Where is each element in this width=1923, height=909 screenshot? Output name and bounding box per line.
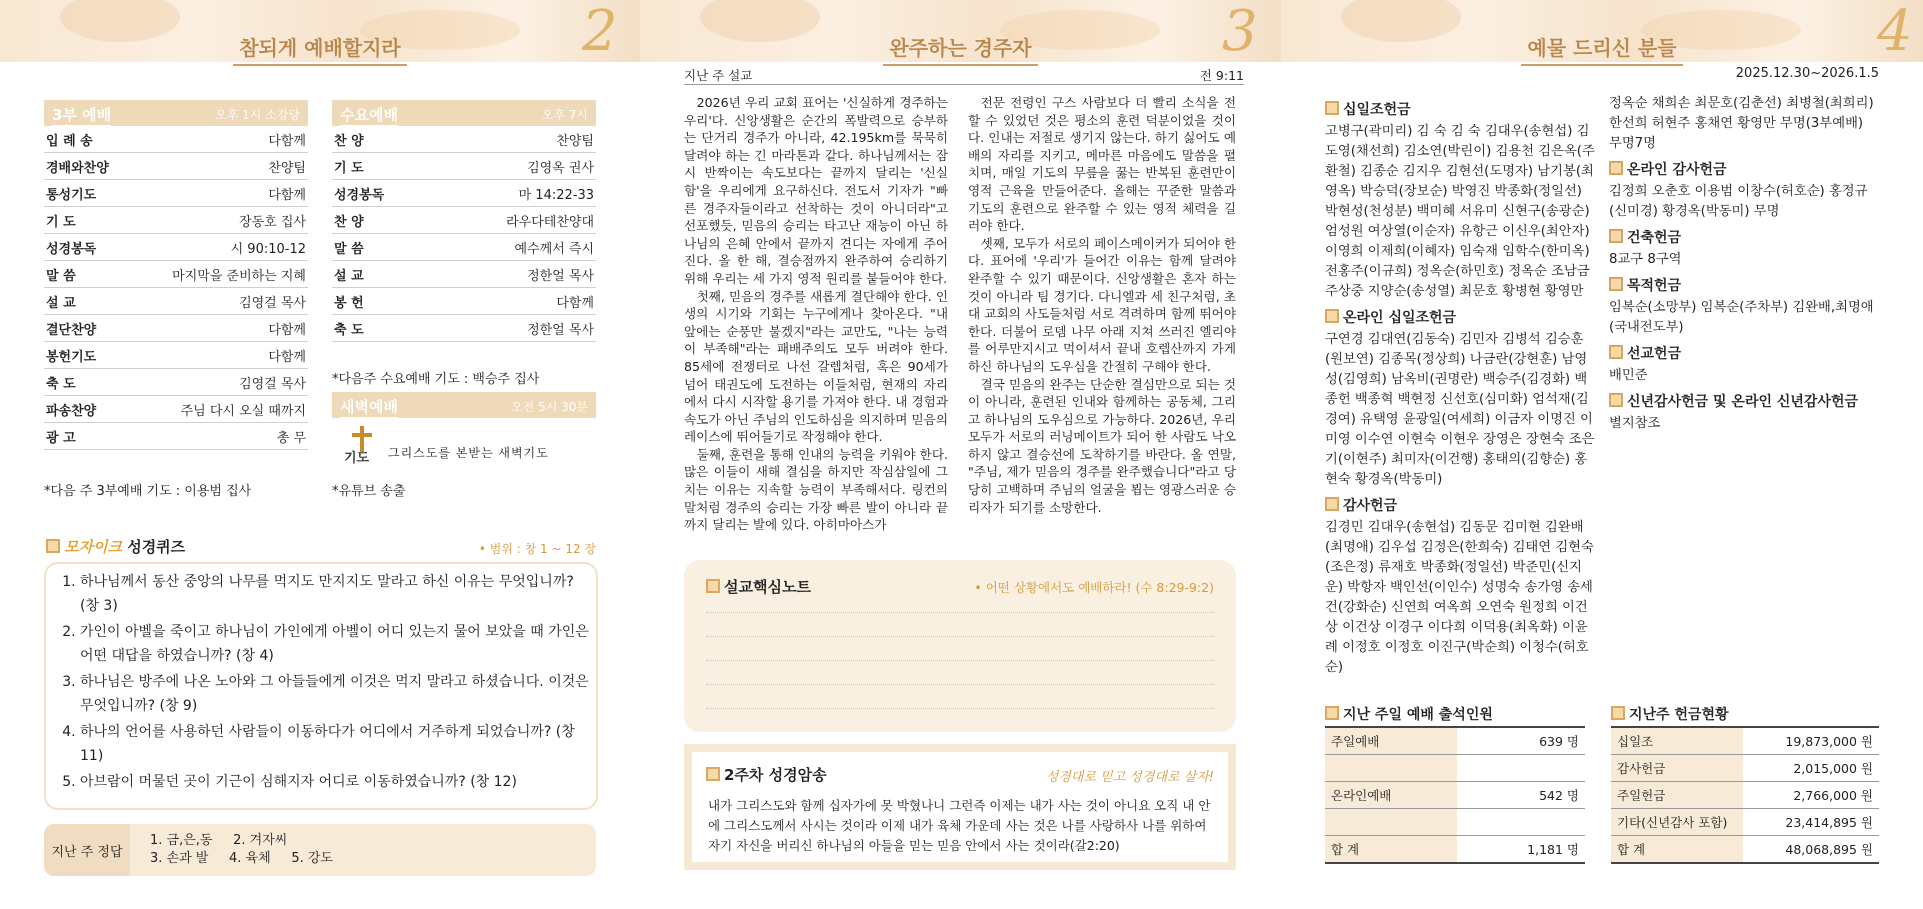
offering-category-heading [1609, 392, 1879, 412]
sermon-paragraph: 결국 믿음의 완주는 단순한 결심만으로 되는 것이 아니라, 훈련된 인내와 함께하는 공동체, 그리고 하나님의 도우심으로 가능하다. 2026년, 우리 모두가 서로의 러닝메이트가 되어 한 사람도 낙오하지 않고 결승선에 도착하기를 바란다. 올 연말, "주님, 제가 믿음의 경주를 완주했습니다"라고 당당히 고백하며 주님의 얼굴을 뵙는 영광스러운 승리자가 되기를 소망한다. [968, 376, 1236, 515]
dawn-section [332, 392, 596, 474]
attendance-value [1457, 809, 1585, 836]
wednesday-row-label: 설 교 [334, 268, 364, 284]
attendance-value: 639 명 [1457, 728, 1585, 755]
square-bullet-icon [1609, 277, 1623, 291]
service3-row [44, 288, 308, 315]
service3-note: *다음 주 3부예배 기도 : 이용범 집사 [44, 484, 252, 499]
service3-row [44, 126, 308, 153]
note-line [706, 612, 1214, 613]
notes-heading [706, 576, 811, 597]
wednesday-row-label: 찬 양 [334, 133, 364, 149]
offering-category-title: 온라인 감사헌금 [1627, 162, 1727, 178]
offering-category-heading [1609, 276, 1879, 296]
square-bullet-icon [706, 767, 720, 781]
offering-summary-label: 감사헌금 [1611, 755, 1743, 782]
square-bullet-icon [706, 579, 720, 593]
quiz-question: 1. 하나님께서 동산 중앙의 나무를 먹지도 만지지도 말라고 하신 이유는 무엇입니까? (창 3) [80, 570, 596, 618]
service3-row-value: 김영걸 목사 [239, 295, 306, 311]
attendance-row [1325, 809, 1585, 836]
attendance-label [1325, 809, 1457, 836]
wednesday-row [332, 207, 596, 234]
service3-row [44, 396, 308, 423]
offering-category-title: 선교헌금 [1627, 346, 1682, 362]
wednesday-row-value: 김영옥 권사 [527, 160, 594, 176]
offering-donor-names: 구연경 김대연(김동숙) 김민자 김병석 김승훈(원보연) 김종목(정상희) 나금란(강현훈) 남영성(김영희) 남옥비(권명란) 백승주(김경화) 백종헌 백종혁 백현정 신선호(심미화) 엄석재(김경여) 유택영 윤광일(여세희) 이금자 이명진 이미영 이수연 이현숙 이현우 장영은 장현숙 조은기(이현주) 최미자(이건행) 홍태의(김향순) 홍현숙 황경옥(박동미) [1325, 332, 1595, 487]
banner-title-wrap [640, 32, 1281, 66]
offering-summary-row [1611, 728, 1879, 755]
sermon-label: 지난 주 설교 [684, 68, 753, 83]
service3-row-label: 설 교 [46, 295, 76, 311]
square-bullet-icon [1609, 229, 1623, 243]
wednesday-row-label: 봉 헌 [334, 295, 364, 311]
service3-row-label: 파송찬양 [46, 403, 97, 419]
offering-summary-row [1611, 755, 1879, 782]
banner-title-wrap [0, 32, 640, 66]
attendance-rows [1325, 728, 1585, 863]
offering-category-heading [1609, 160, 1879, 180]
wednesday-rows [332, 126, 596, 342]
service3-row-label: 봉헌기도 [46, 349, 97, 365]
offering-donor-names: 김경민 김대우(송현섭) 김동문 김미현 김완배(최명애) 김우섭 김정은(한희숙) 김태연 김현숙(조은정) 류재호 박종화(정일선) 박준민(신지운) 박항자 백인선(이인수) 성명숙 송가영 송세건(강화순) 신연희 여옥희 오연숙 원정희 이건상 이건상 이경구 이다희 이덕용(최옥화) 이윤례 이정호 이정호 이진구(박순희) 이청수(허호순) [1325, 520, 1594, 675]
service3-row [44, 369, 308, 396]
offering-summary-table [1611, 704, 1879, 864]
service3-row [44, 153, 308, 180]
quiz-heading [46, 536, 185, 557]
sermon-column-1 [684, 94, 948, 534]
memory-heading [706, 764, 827, 785]
offering-donor-names: 임복순(소망부) 임복순(주차부) 김완배,최명애(국내전도부) [1609, 300, 1874, 335]
offering-donor-names: 고병구(곽미리) 김 숙 김 숙 김대우(송현섭) 김도영(채선희) 김소연(박린이) 김용천 김은옥(주환철) 김종순 김지우 김현선(도명자) 남기봉(최영옥) 박승덕(장보순) 박영진 박종화(정일선) 박현성(천성분) 백미혜 서유미 신현구(송광순) 엄성원 여상열(이순자) 유항근 이신우(최안자) 이영희 이제희(이혜자) 임숙재 임학수(한미옥) 전홍주(이규희) 정옥순(하민호) 정옥순 조남금 주상중 지양순(송성열) 최문호 황병현 황영만 [1325, 124, 1595, 299]
service3-row [44, 234, 308, 261]
offering-category-heading [1609, 344, 1879, 364]
service3-row-label: 경배와찬양 [46, 160, 109, 176]
quiz-question: 5. 아브람이 머물던 곳이 기근이 심해지자 어디로 이동하였습니까? (창 12) [80, 770, 596, 794]
date-range: 2025.12.30~2026.1.5 [1735, 66, 1879, 81]
offering-summary-value: 19,873,000 원 [1743, 728, 1879, 755]
offering-summary-label: 합 계 [1611, 836, 1743, 864]
attendance-row [1325, 728, 1585, 755]
service3-row-label: 결단찬양 [46, 322, 97, 338]
wednesday-row [332, 126, 596, 153]
offering-category-title: 온라인 십일조헌금 [1343, 310, 1457, 326]
offering-summary-value: 48,068,895 원 [1743, 836, 1879, 864]
offering-donor-names: 8교구 8구역 [1609, 252, 1682, 267]
wednesday-row [332, 234, 596, 261]
note-line [706, 708, 1214, 709]
memory-title: 2주차 성경암송 [724, 766, 827, 784]
service3-row-value: 시 90:10-12 [230, 241, 306, 257]
dawn-logo-text: 그리스도를 본받는 새벽기도 [388, 446, 549, 460]
sermon-header [684, 66, 1244, 84]
offering-category-heading [1325, 308, 1595, 328]
attendance-row [1325, 836, 1585, 864]
sermon-column-2 [968, 94, 1236, 516]
square-bullet-icon [1609, 393, 1623, 407]
service3-row [44, 315, 308, 342]
attendance-heading [1325, 704, 1585, 728]
attendance-label: 주일예배 [1325, 728, 1457, 755]
service3-row-label: 광 고 [46, 430, 76, 446]
banner [0, 0, 640, 62]
quiz-list [46, 570, 596, 794]
wednesday-row-label: 성경봉독 [334, 187, 385, 203]
service3-row [44, 423, 308, 450]
offering-category-title: 십일조헌금 [1343, 102, 1411, 118]
offering-summary-value: 23,414,895 원 [1743, 809, 1879, 836]
service3-meta: 오후 1시 소강당 [215, 108, 300, 122]
offering-donor-names: 정옥순 채희손 최문호(김춘선) 최병철(최희리) 한선희 허현주 홍채연 황영만 무명(3부예배) 무명7명 [1609, 96, 1874, 151]
service3-row-value: 총 무 [276, 430, 306, 446]
service3-row-label: 입 례 송 [46, 133, 93, 149]
service3-header [44, 100, 308, 126]
offering-summary-row [1611, 809, 1879, 836]
worship-panel [0, 0, 640, 909]
offering-summary-row [1611, 836, 1879, 864]
attendance-table [1325, 704, 1585, 864]
service3-row-value: 장동호 집사 [239, 214, 306, 230]
offering-panel [1281, 0, 1923, 909]
banner-title: 예물 드리신 분들 [1521, 32, 1682, 66]
wednesday-row [332, 180, 596, 207]
wednesday-row [332, 315, 596, 342]
offering-category-heading [1325, 100, 1595, 120]
wednesday-row [332, 261, 596, 288]
sermon-paragraph: 2026년 우리 교회 표어는 '신실하게 경주하는 우리'다. 신앙생활은 순간의 폭발력으로 승부하는 단거리 경주가 아니라, 42.195km를 묵묵히 달려야 하는 긴 마라톤과 같다. 하나님께서는 잠시 반짝이는 속도보다는 끝까지 달리는 '신실함'을 우리에게 요구하신다. 전도서 기자가 "빠른 경주자들이라고 선착하는 것이 아니더라"고 선포했듯, 믿음의 승리는 타고난 재능이 아닌 하나님의 은혜 안에서 끝까지 견디는 자에게 주어진다. 올 한 해, 결승점까지 완주하여 승리하기 위해 우리는 세 가지 영적 원리를 붙들어야 한다. [684, 95, 948, 286]
note-line [706, 660, 1214, 661]
sermon-panel [640, 0, 1281, 909]
dawn-logo [332, 418, 596, 474]
notes-tagline: • 어떤 상황에서도 예배하라! (수 8:29-9:2) [974, 580, 1214, 595]
quiz-question: 2. 가인이 아벨을 죽이고 하나님이 가인에게 아벨이 어디 있는지 물어 보았을 때 가인은 어떤 대답을 하였습니까? (창 4) [80, 620, 596, 668]
dawn-meta: 오전 5시 30분 [511, 400, 588, 414]
dawn-header [332, 392, 596, 418]
service3-row-label: 축 도 [46, 376, 76, 392]
wednesday-meta: 오후 7시 [541, 108, 588, 122]
offering-right-column [1609, 94, 1879, 434]
wednesday-row-value: 마 14:22-33 [518, 187, 594, 203]
memory-verse-text: 내가 그리스도와 함께 십자가에 못 박혔나니 그런즉 이제는 내가 사는 것이 아니요 오직 내 안에 그리스도께서 사시는 것이라 이제 내가 육체 가운데 사는 것은 나를 사랑하사 나를 위하여 자기 자신을 버리신 하나님의 아들을 믿는 믿음 안에서 사는 것이라(갈2:20) [708, 798, 1211, 853]
service3-row-value: 마지막을 준비하는 지혜 [172, 268, 306, 284]
wednesday-row-value: 다함께 [556, 295, 594, 311]
banner-title: 완주하는 경주자 [883, 32, 1037, 66]
wednesday-row-value: 찬양팀 [556, 133, 594, 149]
offering-category-title: 건축헌금 [1627, 230, 1682, 246]
service3-row-value: 주님 다시 오실 때까지 [180, 403, 306, 419]
offering-summary-title: 지난주 헌금현황 [1629, 707, 1729, 723]
offering-summary-row [1611, 782, 1879, 809]
offering-summary-label: 기타(신년감사 포함) [1611, 809, 1743, 836]
square-bullet-icon [1325, 101, 1339, 115]
square-bullet-icon [1609, 345, 1623, 359]
offering-summary-heading [1611, 704, 1879, 728]
offering-category-heading [1609, 228, 1879, 248]
offering-summary-label: 주일헌금 [1611, 782, 1743, 809]
memory-verse-inner [692, 752, 1228, 862]
sermon-paragraph: 셋째, 모두가 서로의 페이스메이커가 되어야 한다. 표어에 '우리'가 들어간 이유는 함께 달려야 완주할 수 있기 때문이다. 신앙생활은 혼자 하는 것이 아니라 팀 경기다. 다니엘과 세 친구처럼, 초대 교회의 사도들처럼 서로 격려하며 함께 뛰어야 한다. 더불어 로뎀 나무 아래 지쳐 쓰러진 엘리야를 어루만지시고 먹이셔서 끝내 호렙산까지 가게 하신 하나님의 도우심을 간절히 구해야 한다. [968, 235, 1236, 374]
service3-row-label: 말 씀 [46, 268, 76, 284]
offering-donor-names: 별지참조 [1609, 416, 1661, 431]
answer-box [44, 824, 596, 876]
quiz-range: • 범위 : 창 1 ~ 12 장 [478, 542, 596, 556]
service3-row-label: 기 도 [46, 214, 76, 230]
sermon-notes-box [684, 560, 1236, 732]
banner [1281, 0, 1923, 62]
wednesday-header [332, 100, 596, 126]
service3-row-label: 통성기도 [46, 187, 97, 203]
cross-icon [342, 424, 382, 464]
wednesday-title: 수요예배 [340, 106, 398, 124]
dawn-note: *유튜브 송출 [332, 484, 406, 499]
attendance-label: 합 계 [1325, 836, 1457, 864]
service3-row-label: 성경봉독 [46, 241, 97, 257]
offering-category-title: 감사헌금 [1343, 498, 1398, 514]
quiz-box [44, 562, 598, 810]
svg-text:기도: 기도 [344, 451, 370, 464]
page-number: 4 [1877, 0, 1913, 64]
attendance-value [1457, 755, 1585, 782]
answers-line2: 3. 손과 발 4. 육체 5. 강도 [150, 851, 333, 866]
wednesday-note: *다음주 수요예배 기도 : 백승주 집사 [332, 372, 540, 387]
service3-row-value: 다함께 [268, 187, 306, 203]
wednesday-row-label: 말 씀 [334, 241, 364, 257]
attendance-label: 온라인예배 [1325, 782, 1457, 809]
offering-donor-names: 배민준 [1609, 368, 1648, 383]
square-bullet-icon [46, 539, 60, 553]
offering-summary-rows [1611, 728, 1879, 863]
sermon-reference: 전 9:11 [1199, 68, 1244, 83]
sermon-paragraph: 전문 전령인 구스 사람보다 더 빨리 소식을 전할 수 있었던 것은 평소의 훈련 덕분이었을 것이다. 인내는 저절로 생기지 않는다. 하기 싫어도 예배의 자리를 지키고, 메마른 마음에도 말씀을 펼치며, 매일 기도의 무릎을 꿇는 반복된 훈련만이 영적 근육을 만들어준다. 올해는 꾸준한 말씀과 기도의 훈련으로 완주할 수 있는 영적 체력을 길러야 한다. [968, 95, 1236, 234]
notes-title: 설교핵심노트 [724, 578, 811, 596]
square-bullet-icon [1611, 706, 1625, 720]
service3-row [44, 342, 308, 369]
offering-donor-names: 김정희 오춘호 이용범 이창수(허호순) 홍정규(신미경) 황경옥(박동미) 무명 [1609, 184, 1868, 219]
offering-category-title: 목적헌금 [1627, 278, 1682, 294]
wednesday-row-value: 예수께서 즉시 [514, 241, 594, 257]
dawn-title: 새벽예배 [340, 398, 398, 416]
attendance-value: 542 명 [1457, 782, 1585, 809]
answer-label: 지난 주 정답 [44, 824, 130, 876]
quiz-question: 3. 하나님은 방주에 나온 노아와 그 아들들에게 이것은 먹지 말라고 하셨습니다. 이것은 무엇입니까? (창 9) [80, 670, 596, 718]
note-line [706, 636, 1214, 637]
offering-summary-value: 2,766,000 원 [1743, 782, 1879, 809]
service3-table [44, 100, 308, 450]
service3-row [44, 207, 308, 234]
square-bullet-icon [1325, 497, 1339, 511]
attendance-row [1325, 782, 1585, 809]
wednesday-row-label: 찬 양 [334, 214, 364, 230]
wednesday-row-label: 축 도 [334, 322, 364, 338]
attendance-title: 지난 주일 예배 출석인원 [1343, 707, 1493, 723]
wednesday-row-label: 기 도 [334, 160, 364, 176]
offering-category-heading [1325, 496, 1595, 516]
attendance-value: 1,181 명 [1457, 836, 1585, 864]
answers-line1: 1. 금,은,동 2. 겨자씨 [150, 833, 288, 848]
attendance-row [1325, 755, 1585, 782]
page-number: 2 [582, 0, 618, 64]
divider [684, 84, 1244, 85]
service3-row-value: 다함께 [268, 349, 306, 365]
square-bullet-icon [1609, 161, 1623, 175]
offering-summary-label: 십일조 [1611, 728, 1743, 755]
banner-title-wrap [1281, 32, 1923, 66]
page-number: 3 [1222, 0, 1258, 64]
quiz-brand: 모자이크 [64, 538, 122, 556]
wednesday-table [332, 100, 596, 342]
square-bullet-icon [1325, 706, 1339, 720]
banner [640, 0, 1281, 62]
service3-row-value: 김영걸 목사 [239, 376, 306, 392]
offering-category-title: 신년감사헌금 및 온라인 신년감사헌금 [1627, 394, 1859, 410]
service3-row [44, 180, 308, 207]
sermon-paragraph: 첫째, 믿음의 경주를 새롭게 결단해야 한다. 인생의 시기와 기회는 누구에게나 찾아온다. "내 앞에는 순풍만 불겠지"라는 교만도, "나는 능력이 부족해"라는 패배주의도 모두 버려야 한다. 85세에 전쟁터로 나선 갈렙처럼, 혹은 90세가 넘어 태권도에 도전하는 이들처럼, 현재의 자리에서 다시 시작할 용기를 가져야 한다. 내 경험과 속도가 아닌 주님의 인도하심을 의지하며 믿음의 레이스에 뛰어들기로 작정해야 한다. [684, 288, 948, 445]
service3-rows [44, 126, 308, 450]
banner-title: 참되게 예배할지라 [233, 32, 407, 66]
service3-title: 3부 예배 [52, 106, 112, 124]
service3-row-value: 찬양팀 [268, 160, 306, 176]
wednesday-row-value: 정한얼 목사 [527, 322, 594, 338]
square-bullet-icon [1325, 309, 1339, 323]
note-line [706, 684, 1214, 685]
wednesday-row [332, 153, 596, 180]
attendance-label [1325, 755, 1457, 782]
offering-summary-value: 2,015,000 원 [1743, 755, 1879, 782]
offering-left-column [1325, 94, 1595, 678]
wednesday-row-value: 정한얼 목사 [527, 268, 594, 284]
wednesday-row [332, 288, 596, 315]
service3-row [44, 261, 308, 288]
sermon-paragraph: 둘째, 훈련을 통해 인내의 능력을 키워야 한다. 많은 이들이 새해 결심을 하지만 작심삼일에 그치는 이유는 지속할 능력이 부족해서다. 링컨의 말처럼 경주의 승리는 가장 빠른 발이 아니라 끝까지 달리는 발에 있다. 아히마아스가 [684, 446, 948, 533]
service3-row-value: 다함께 [268, 133, 306, 149]
quiz-title: 성경퀴즈 [127, 538, 186, 556]
memory-verse-box [684, 744, 1236, 870]
wednesday-row-value: 라우다테찬양대 [506, 214, 594, 230]
quiz-question: 4. 하나의 언어를 사용하던 사람들이 이동하다가 어디에서 거주하게 되었습니까? (창 11) [80, 720, 596, 768]
memory-tagline: 성경대로 믿고 성경대로 살자! [1045, 770, 1214, 785]
service3-row-value: 다함께 [268, 322, 306, 338]
